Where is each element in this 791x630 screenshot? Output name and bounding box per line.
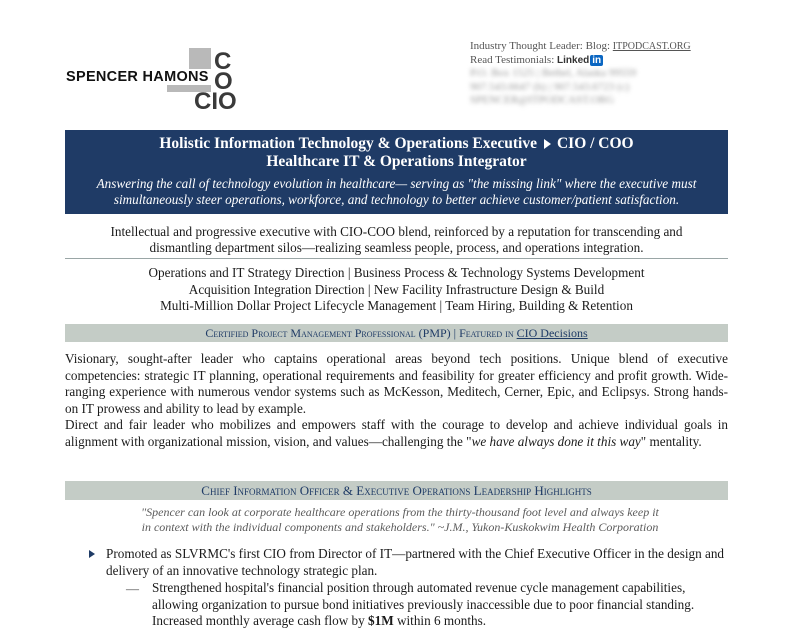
- competency-line: Multi-Million Dollar Project Lifecycle Management | Team Hiring, Building & Retention: [160, 298, 633, 313]
- pmp-credential: Certified Project Management Professional (PMP): [205, 326, 451, 340]
- competency-line: Acquisition Integration Direction | New Facility Infrastructure Design & Build: [188, 281, 605, 297]
- logo-cio: CIO: [194, 88, 237, 115]
- summary-paragraph: Visionary, sought-after leader who captains operational areas beyond tech positions. Unique blend of executive competencies: strategic IT planning, operational requirements and feasibility for greater efficiency and profit growth. Wide-ranging experience with numerous vendor systems such as McKesson, Meditech, Cerner, Epic, and Eclipsys. Strong hands-on IT prowess and ability to lead by example.: [65, 351, 728, 416]
- logo-letter: O: [214, 68, 233, 95]
- headline-banner: [65, 130, 728, 214]
- company-logo: [66, 44, 246, 114]
- highlights-section-header: Chief Information Officer & Executive Operations Leadership Highlights: [65, 481, 728, 500]
- testimonials-line: [470, 54, 691, 68]
- blog-label: Industry Thought Leader: Blog:: [470, 40, 611, 52]
- publication-link[interactable]: CIO Decisions: [516, 326, 588, 340]
- triangle-right-icon: [544, 139, 551, 149]
- core-competencies: [65, 265, 728, 315]
- email-line[interactable]: SPENCER@ITPODCAST.ORG: [470, 94, 615, 106]
- summary-paragraph: Direct and fair leader who mobilizes and empowers staff with the courage to develop and achieve individual goals in alignment with organizational mission, vision, and values—challenging the "we have always done it this way" mentality.: [65, 417, 728, 449]
- competency-line: Operations and IT Strategy Direction | Business Process & Technology Systems Development: [148, 265, 645, 280]
- phone-line: 907.543.6647 (h) | 907.543.6723 (c): [470, 80, 630, 93]
- logo-square: [189, 48, 211, 70]
- achievement-sub-bullet: Strengthened hospital's financial position through automated revenue cycle management capabilities, allowing organization to pursue bond initiatives previously inaccessible due to poor financial standing. Increased monthly average cash flow by $1M within 6 months.: [152, 580, 695, 628]
- headline-tagline: Answering the call of technology evolution in healthcare— serving as "the missing link" where the executive must simultaneously steer operations, workforce, and technology to better achieve customer/patient satisfaction.: [96, 176, 697, 207]
- headline-title-left: Holistic Information Technology & Operations Executive: [159, 135, 537, 152]
- featured-label: Featured in: [459, 326, 514, 340]
- bullet-triangle-icon: [89, 550, 95, 558]
- separator: |: [453, 326, 457, 340]
- headline-title-right: CIO / COO: [556, 135, 634, 152]
- dash-icon: —: [126, 581, 139, 596]
- testimonials-label: Read Testimonials:: [470, 53, 555, 66]
- blog-link[interactable]: ITPODCAST.ORG: [612, 41, 691, 52]
- intro-statement: Intellectual and progressive executive with CIO-COO blend, reinforced by a reputation for transcending and dismantling department silos—realizing seamless people, process, and operations integration.: [110, 224, 683, 255]
- address-line: P.O. Box 1525 | Bethel, Alaska 99559: [470, 67, 637, 79]
- credentials-bar: [65, 324, 728, 342]
- linkedin-icon[interactable]: Linked in: [557, 54, 602, 66]
- headline-title: [65, 135, 728, 153]
- headline-subtitle: Healthcare IT & Operations Integrator: [266, 153, 527, 170]
- logo-name: SPENCER HAMONS: [66, 69, 212, 85]
- divider: [65, 258, 728, 259]
- blog-line: [470, 40, 691, 54]
- logo-letter: C: [214, 48, 232, 75]
- contact-block: [470, 40, 691, 108]
- testimonial-quote: "Spencer can look at corporate healthcare operations from the thirty-thousand foot level and always keep it in context with the individual components and stakeholders." ~J.M., Yukon-Kuskokwim Health Corporation: [141, 505, 659, 534]
- achievement-bullet: Promoted as SLVRMC's first CIO from Director of IT—partnered with the Chief Executive Officer in the design and delivery of an innovative technology strategic plan.: [106, 546, 725, 578]
